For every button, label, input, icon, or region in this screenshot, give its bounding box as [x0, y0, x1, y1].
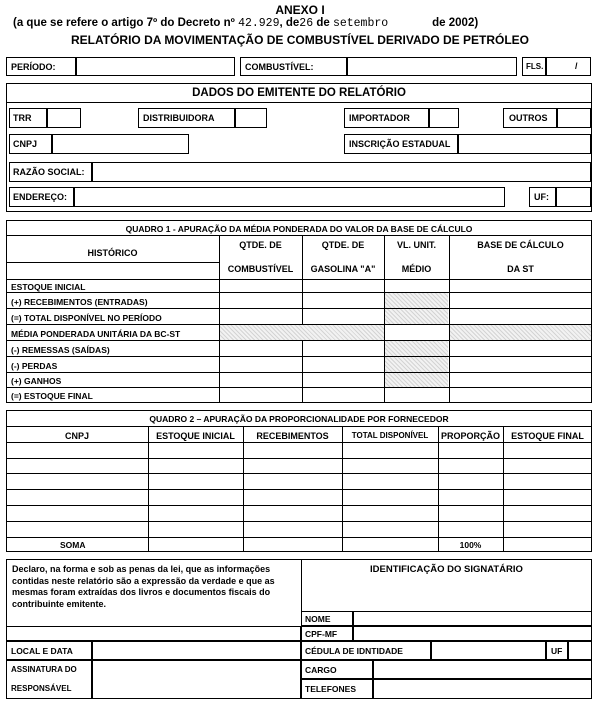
q2-row-rule [6, 458, 592, 459]
telefones-field[interactable] [373, 679, 592, 699]
cargo-field[interactable] [373, 660, 592, 679]
outros-field[interactable] [557, 108, 591, 128]
report-title: RELATÓRIO DA MOVIMENTAÇÃO DE COMBUSTÍVEL DERIVADO DE PETRÓLEO [70, 33, 529, 47]
q1-row-rule [6, 372, 592, 373]
q1-col-sep [449, 235, 450, 403]
q1-row-label: (=) ESTOQUE FINAL [11, 391, 93, 401]
decl-blank-field[interactable] [6, 626, 301, 641]
razao-field[interactable] [92, 162, 591, 182]
q2-row-rule [6, 442, 592, 443]
annex-label: ANEXO I [275, 3, 325, 17]
cargo-label: CARGO [305, 665, 337, 675]
telefones-label: TELEFONES [305, 684, 357, 694]
emitente-title: DADOS DO EMITENTE DO RELATÓRIO [192, 87, 406, 99]
declaration-line: contidas neste relatório são a expressão da verdade e que as [12, 575, 275, 586]
q2-soma-label: SOMA [60, 540, 86, 550]
inscricao-field[interactable] [458, 134, 591, 154]
q1-row-label: MÉDIA PONDERADA UNITÁRIA DA BC-ST [11, 329, 181, 339]
q2-row-rule [6, 521, 592, 522]
q1-row-label: (=) TOTAL DISPONÍVEL NO PERÍODO [11, 313, 162, 323]
quadro2-title: QUADRO 2 – APURAÇÃO DA PROPORCIONALIDADE POR FORNECEDOR [149, 414, 449, 424]
q1-header-base-1: BASE DE CÁLCULO [477, 240, 564, 250]
q1-row-rule [6, 324, 592, 325]
periodo-label: PERÍODO: [11, 62, 56, 72]
importador-field[interactable] [429, 108, 459, 128]
declaration-line: mesmas foram extraídas dos livros e documentos fiscais do [12, 587, 271, 597]
decree-year: de 2002) [432, 17, 479, 29]
q2-row-rule [6, 489, 592, 490]
uf-signatario-field[interactable] [568, 641, 592, 660]
q1-historico-rule [6, 262, 219, 263]
q2-header-total-disponivel: TOTAL DISPONÍVEL [351, 431, 429, 440]
declaration-line: contribuinte emitente. [12, 598, 107, 609]
fls-label: FLS. [526, 62, 544, 71]
quadro2-title-rule [6, 426, 592, 427]
trr-field[interactable] [47, 108, 81, 128]
q1-header-qtde-gas-1: QTDE. DE [321, 240, 365, 250]
q2-row-rule [6, 473, 592, 474]
q2-header-proporcao: PROPORÇÃO [440, 431, 500, 441]
decree-month: setembro [332, 17, 389, 30]
cedula-field[interactable] [431, 641, 546, 660]
q1-row-label: (-) PERDAS [11, 361, 58, 371]
cnpj-field[interactable] [52, 134, 189, 154]
q2-header-cnpj: CNPJ [64, 431, 89, 441]
decree-ref-prefix: (a que se refere o artigo 7º do Decreto nº [13, 17, 235, 29]
outros-label: OUTROS [509, 113, 548, 123]
q1-col-sep [302, 235, 303, 403]
q1-header-qtde-comb-1: QTDE. DE [239, 240, 282, 250]
q2-header-estoque-inicial: ESTOQUE INICIAL [156, 431, 235, 441]
q1-row-label: (+) GANHOS [11, 376, 62, 386]
q1-row-label: (+) RECEBIMENTOS (ENTRADAS) [11, 297, 148, 307]
q1-row-rule [6, 356, 592, 357]
periodo-field[interactable] [76, 57, 235, 76]
nome-field[interactable] [353, 611, 592, 626]
q2-row-rule [6, 537, 592, 538]
cedula-label: CÉDULA DE IDNTIDADE [305, 646, 403, 656]
q1-row-rule [6, 340, 592, 341]
decree-day: 26 [299, 17, 314, 30]
q1-row-rule [6, 308, 592, 309]
q1-header-historico: HISTÓRICO [87, 248, 138, 258]
q2-header-estoque-final: ESTOQUE FINAL [511, 431, 584, 441]
quadro1-title: QUADRO 1 - APURAÇÃO DA MÉDIA PONDERADA DO VALOR DA BASE DE CÁLCULO [125, 224, 473, 234]
cnpj-label: CNPJ [13, 139, 38, 149]
emitente-title-rule [6, 102, 592, 103]
q1-row-label: ESTOQUE INICIAL [11, 282, 86, 292]
nome-label: NOME [305, 614, 331, 624]
q1-row-label: (-) REMESSAS (SAÍDAS) [11, 345, 110, 355]
q1-header-base-2: DA ST [507, 264, 534, 274]
q1-header-qtde-gas-2: GASOLINA "A" [310, 264, 376, 274]
declaration-line: Declaro, na forma e sob as penas da lei, que as informações [12, 564, 271, 574]
assinatura-field[interactable] [92, 660, 301, 699]
uf-label: UF: [534, 192, 549, 202]
q1-col-sep [219, 235, 220, 403]
assinatura-label-line1: ASSINATURA DO [11, 665, 77, 674]
q1-header-vl-unit-2: MÉDIO [401, 264, 432, 274]
q1-header-bottom-rule [6, 279, 592, 280]
fls-slash: / [575, 61, 578, 71]
inscricao-label: INSCRIÇÃO ESTADUAL [349, 139, 451, 149]
shaded-cell [450, 324, 591, 340]
distribuidora-label: DISTRIBUIDORA [143, 113, 215, 123]
cpf-field[interactable] [353, 626, 592, 641]
endereco-label: ENDEREÇO: [13, 192, 68, 202]
q1-header-vl-unit-1: VL. UNIT. [396, 240, 436, 250]
combustivel-field[interactable] [347, 57, 517, 76]
decree-number: 42.929 [238, 17, 280, 30]
quadro1-title-rule [6, 235, 592, 236]
local-data-field[interactable] [92, 641, 301, 660]
shaded-cell [385, 340, 448, 387]
q1-row-rule [6, 387, 592, 388]
q2-proporcao-total: 100% [459, 540, 482, 550]
q2-header-recebimentos: RECEBIMENTOS [256, 431, 329, 441]
local-data-label: LOCAL E DATA [11, 646, 73, 656]
signatario-title: IDENTIFICAÇÃO DO SIGNATÁRIO [370, 564, 523, 575]
q1-row-rule [6, 292, 592, 293]
trr-label: TRR [13, 113, 32, 123]
decree-de: de [316, 17, 330, 29]
q1-header-qtde-comb-2: COMBUSTÍVEL [227, 264, 294, 274]
importador-label: IMPORTADOR [349, 113, 410, 123]
decree-reference [13, 18, 478, 30]
shaded-cell [220, 324, 384, 340]
q2-row-rule [6, 505, 592, 506]
uf-field[interactable] [556, 187, 591, 207]
distribuidora-field[interactable] [235, 108, 267, 128]
endereco-field[interactable] [74, 187, 505, 207]
combustivel-label: COMBUSTÍVEL: [245, 62, 314, 72]
cpf-label: CPF-MF [305, 629, 338, 639]
razao-label: RAZÃO SOCIAL: [13, 167, 85, 177]
uf-signatario-label: UF [551, 646, 563, 656]
decree-ref-comma: , de [279, 17, 300, 29]
assinatura-label-line2: RESPONSÁVEL [11, 684, 72, 693]
fls-field[interactable] [546, 57, 591, 76]
